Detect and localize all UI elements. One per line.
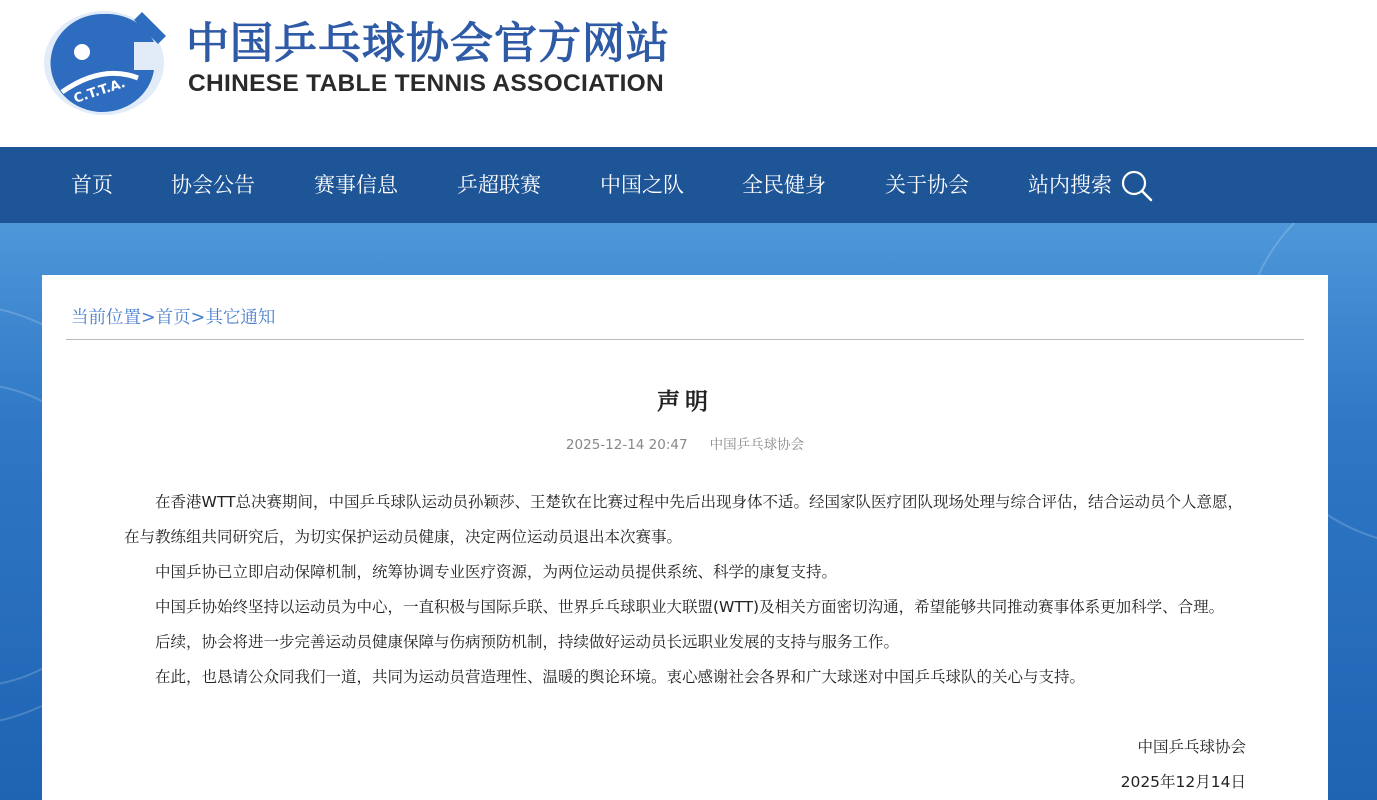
logo-text: C.T.T.A. <box>71 76 128 107</box>
breadcrumb-category-link[interactable]: 其它通知 <box>205 308 276 328</box>
signature-date: 2025年12月14日 <box>1120 773 1246 791</box>
article-paragraph: 后续，协会将进一步完善运动员健康保障与伤病预防机制，持续做好运动员长远职业发展的支持与服务工作。 <box>155 633 900 651</box>
signature-organization: 中国乒乓球协会 <box>1137 738 1246 756</box>
article-card <box>42 275 1328 800</box>
site-subtitle: CHINESE TABLE TENNIS ASSOCIATION <box>188 70 665 97</box>
article-meta <box>42 435 1328 455</box>
ctta-logo[interactable] <box>42 8 166 118</box>
site-title: 中国乒乓球协会官方网站 <box>186 19 670 69</box>
search-icon[interactable] <box>1120 169 1154 203</box>
nav-item-site-search[interactable]: 站内搜索 <box>1028 173 1112 197</box>
nav-item-super-league[interactable]: 乒超联赛 <box>457 173 541 197</box>
breadcrumb <box>71 305 275 331</box>
breadcrumb-divider <box>66 339 1304 340</box>
article-body <box>124 485 1246 695</box>
article-paragraph: 在此，也恳请公众同我们一道，共同为运动员营造理性、温暖的舆论环境。衷心感谢社会各界和广大球迷对中国乒乓球队的关心与支持。 <box>155 668 1086 686</box>
article-paragraph: 中国乒协始终坚持以运动员为中心，一直积极与国际乒联、世界乒乓球职业大联盟(WTT)及相关方面密切沟通，希望能够共同推动赛事体系更加科学、合理。 <box>155 598 1225 616</box>
article-paragraph: 在香港WTT总决赛期间，中国乒乓球队运动员孙颖莎、王楚钦在比赛过程中先后出现身体不适。经国家队医疗团队现场处理与综合评估，结合运动员个人意愿，在与教练组共同研究后，为切实保护运动员健康，决定两位运动员退出本次赛事。 <box>124 493 1243 546</box>
nav-item-home[interactable]: 首页 <box>71 173 113 197</box>
nav-item-fitness[interactable]: 全民健身 <box>742 173 826 197</box>
article-source: 中国乒乓球协会 <box>709 437 805 453</box>
article-paragraph: 中国乒协已立即启动保障机制，统筹协调专业医疗资源，为两位运动员提供系统、科学的康复支持。 <box>155 563 838 581</box>
nav-item-announcements[interactable]: 协会公告 <box>171 173 255 197</box>
breadcrumb-home-link[interactable]: 首页 <box>155 308 191 328</box>
breadcrumb-separator: > <box>190 308 206 328</box>
article-datetime: 2025-12-14 20:47 <box>565 437 688 453</box>
article-title: 声明 <box>657 389 713 415</box>
site-header <box>0 0 1377 147</box>
main-nav <box>0 147 1377 223</box>
breadcrumb-current-location: 当前位置> <box>71 308 156 328</box>
nav-item-events[interactable]: 赛事信息 <box>314 173 398 197</box>
nav-item-national-team[interactable]: 中国之队 <box>600 173 684 197</box>
nav-item-about[interactable]: 关于协会 <box>885 173 969 197</box>
